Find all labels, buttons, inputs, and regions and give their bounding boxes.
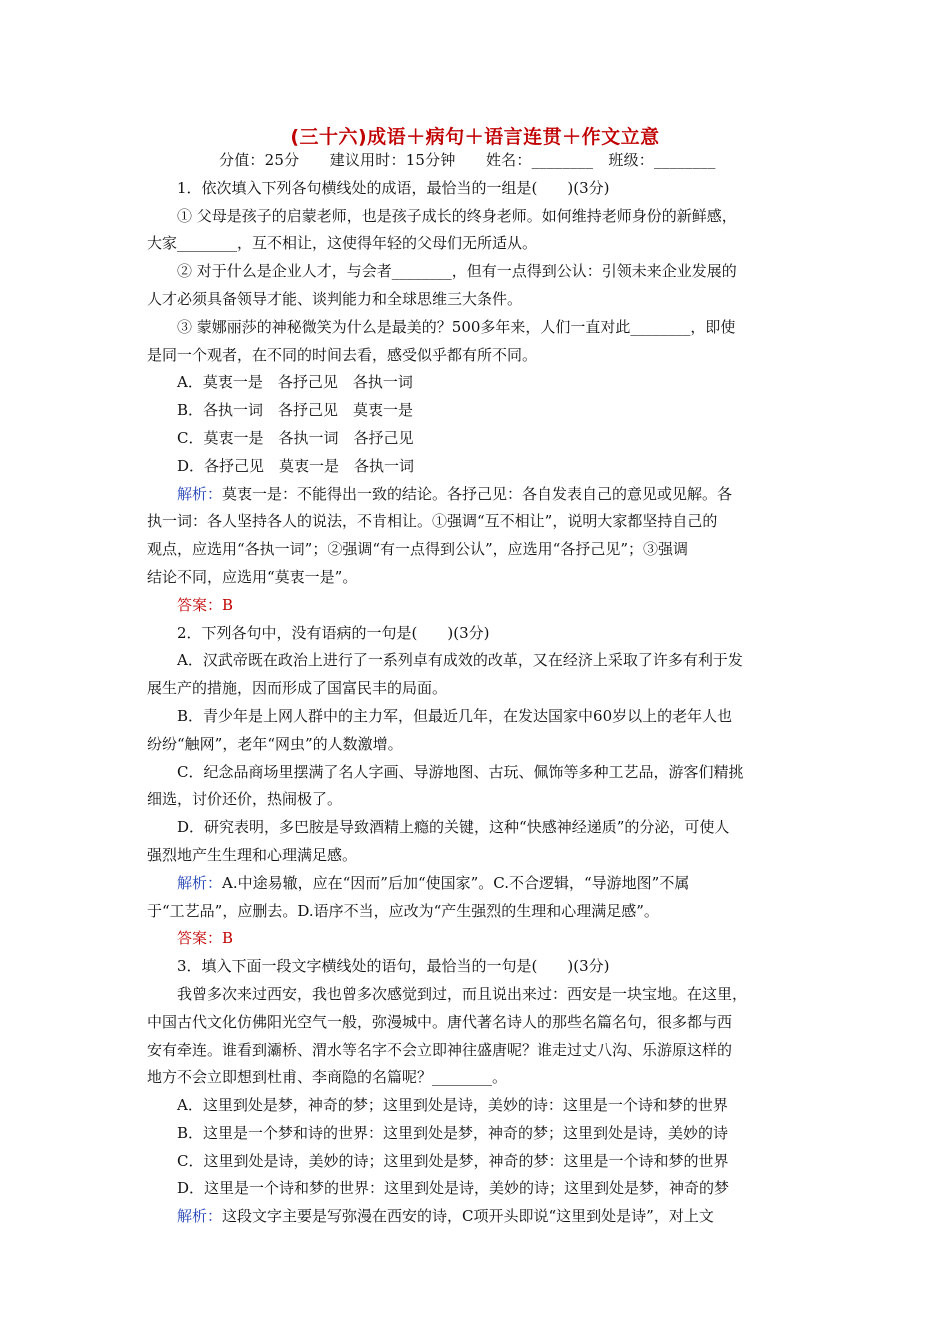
q2-answer: 答案：B bbox=[177, 929, 234, 948]
q2-analysis-text: A.中途易辙，应在“因而”后加“使国家”。C.不合逻辑，“导游地图”不属 bbox=[222, 873, 690, 892]
q3-option-c: C．这里到处是诗，美妙的诗；这里到处是梦，神奇的梦：这里是一个诗和梦的世界 bbox=[177, 1151, 729, 1170]
q1-analysis-cont-3: 结论不同，应选用“莫衷一是”。 bbox=[147, 567, 358, 586]
document-body bbox=[147, 147, 807, 1231]
q2-stem: 2．下列各句中，没有语病的一句是( )(3分) bbox=[177, 623, 490, 642]
q1-sentence-2: ② 对于什么是企业人才，与会者________，但有一点得到公认：引领未来企业发展的 bbox=[177, 262, 737, 281]
q3-passage-2: 中国古代文化仿佛阳光空气一般，弥漫城中。唐代著名诗人的那些名篇名句，很多都与西 bbox=[147, 1012, 733, 1031]
q2-option-c: C．纪念品商场里摆满了名人字画、导游地图、古玩、佩饰等多种工艺品，游客们精挑 bbox=[177, 762, 744, 781]
q2-analysis bbox=[147, 870, 807, 898]
q3-passage-4: 地方不会立即想到杜甫、李商隐的名篇呢？________。 bbox=[147, 1068, 508, 1087]
q2-analysis-cont: 于“工艺品”，应删去。D.语序不当，应改为“产生强烈的生理和心理满足感”。 bbox=[147, 901, 659, 920]
q1-sentence-2-cont: 人才必须具备领导才能、谈判能力和全球思维三大条件。 bbox=[147, 289, 523, 308]
analysis-label: 解析： bbox=[177, 873, 223, 892]
score-info: 分值：25分 建议用时：15分钟 姓名：________ 班级：________ bbox=[219, 151, 716, 169]
analysis-label: 解析： bbox=[177, 1207, 223, 1226]
q2-option-a: A．汉武帝既在政治上进行了一系列卓有成效的改革，又在经济上采取了许多有利于发 bbox=[177, 651, 743, 670]
q3-option-d: D．这里是一个诗和梦的世界：这里到处是诗，美妙的诗；这里到处是梦，神奇的梦 bbox=[177, 1179, 730, 1198]
q1-option-c: C．莫衷一是 各执一词 各抒己见 bbox=[177, 428, 414, 447]
q1-option-b: B．各执一词 各抒己见 莫衷一是 bbox=[177, 401, 414, 420]
q2-option-c-cont: 细选，讨价还价，热闹极了。 bbox=[147, 790, 343, 809]
q2-option-a-cont: 展生产的措施，因而形成了国富民丰的局面。 bbox=[147, 679, 448, 698]
q3-analysis-text: 这段文字主要是写弥漫在西安的诗，C项开头即说“这里到处是诗”，对上文 bbox=[222, 1207, 714, 1226]
q1-sentence-3-cont: 是同一个观者，在不同的时间去看，感受似乎都有所不同。 bbox=[147, 345, 538, 364]
q3-stem: 3．填入下面一段文字横线处的语句，最恰当的一句是( )(3分) bbox=[177, 957, 610, 976]
q1-answer: 答案：B bbox=[177, 595, 234, 614]
q1-analysis-cont-2: 观点，应选用“各执一词”；②强调“有一点得到公认”，应选用“各抒己见”；③强调 bbox=[147, 540, 689, 559]
q3-option-a: A．这里到处是梦，神奇的梦；这里到处是诗，美妙的诗：这里是一个诗和梦的世界 bbox=[177, 1096, 728, 1115]
q2-option-d: D．研究表明，多巴胺是导致酒精上瘾的关键，这种“快感神经递质”的分泌，可使人 bbox=[177, 818, 730, 837]
q1-sentence-1: ① 父母是孩子的启蒙老师，也是孩子成长的终身老师。如何维持老师身份的新鲜感， bbox=[177, 206, 737, 225]
q1-stem: 1．依次填入下列各句横线处的成语，最恰当的一组是( )(3分) bbox=[177, 178, 610, 197]
q2-option-d-cont: 强烈地产生生理和心理满足感。 bbox=[147, 845, 358, 864]
q1-option-d: D．各抒己见 莫衷一是 各执一词 bbox=[177, 456, 415, 475]
q2-option-b-cont: 纷纷“触网”，老年“网虫”的人数激增。 bbox=[147, 734, 403, 753]
q1-option-a: A．莫衷一是 各抒己见 各执一词 bbox=[177, 373, 413, 392]
q3-analysis bbox=[147, 1203, 807, 1231]
analysis-label: 解析： bbox=[177, 484, 223, 503]
q1-analysis-cont-1: 执一词：各人坚持各人的说法，不肯相让。①强调“互不相让”，说明大家都坚持自己的 bbox=[147, 512, 718, 531]
q1-analysis bbox=[147, 481, 807, 509]
q1-sentence-1-cont: 大家________，互不相让，这使得年轻的父母们无所适从。 bbox=[147, 234, 538, 253]
q3-passage-3: 安有牵连。谁看到灞桥、渭水等名字不会立即神往盛唐呢？谁走过丈八沟、乐游原这样的 bbox=[147, 1040, 733, 1059]
page-title: (三十六)成语＋病句＋语言连贯＋作文立意 bbox=[290, 126, 660, 148]
q1-analysis-text: 莫衷一是：不能得出一致的结论。各抒己见：各自发表自己的意见或见解。各 bbox=[222, 484, 733, 503]
q1-sentence-3: ③ 蒙娜丽莎的神秘微笑为什么是最美的？500多年来，人们一直对此________，即使 bbox=[177, 317, 736, 336]
q3-passage-1: 我曾多次来过西安，我也曾多次感觉到过，而且说出来过：西安是一块宝地。在这里， bbox=[177, 984, 748, 1003]
q3-option-b: B．这里是一个梦和诗的世界：这里到处是梦，神奇的梦；这里到处是诗，美妙的诗 bbox=[177, 1123, 729, 1142]
q2-option-b: B．青少年是上网人群中的主力军，但最近几年，在发达国家中60岁以上的老年人也 bbox=[177, 706, 733, 725]
